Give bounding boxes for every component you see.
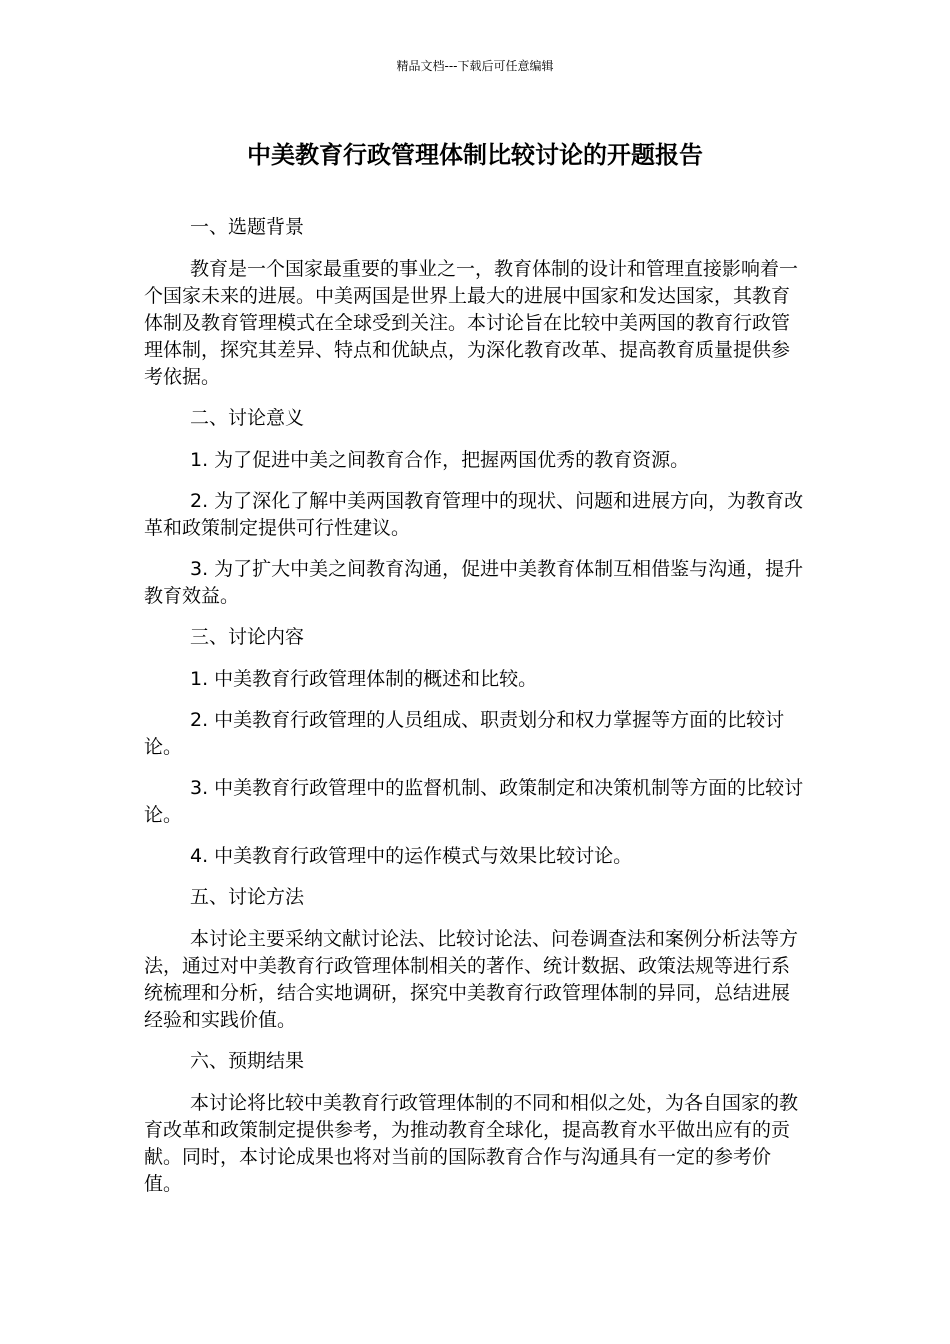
results-paragraph: 本讨论将比较中美教育行政管理体制的不同和相似之处，为各自国家的教育改革和政策制定提供参考，为推动教育全球化，提高教育水平做出应有的贡献。同时，本讨论成果也将对当前的国际教育合作与沟通具有一定的参考价值。 xyxy=(144,1092,799,1195)
document-title: 中美教育行政管理体制比较讨论的开题报告 xyxy=(247,141,703,169)
content-item: 4. 中美教育行政管理中的运作模式与效果比较讨论。 xyxy=(190,845,633,867)
section-heading-results: 六、预期结果 xyxy=(190,1050,305,1072)
method-paragraph: 本讨论主要采纳文献讨论法、比较讨论法、问卷调查法和案例分析法等方法，通过对中美教育行政管理体制相关的著作、统计数据、政策法规等进行系统梳理和分析，结合实地调研，探究中美教育行政管理体制的异同，总结进展经验和实践价值。 xyxy=(144,928,799,1031)
section-heading-content: 三、讨论内容 xyxy=(190,626,305,648)
significance-item: 3. 为了扩大中美之间教育沟通，促进中美教育体制互相借鉴与沟通，提升教育效益。 xyxy=(144,558,804,607)
content-item: 1. 中美教育行政管理体制的概述和比较。 xyxy=(190,668,538,690)
content-item: 2. 中美教育行政管理的人员组成、职责划分和权力掌握等方面的比较讨论。 xyxy=(144,709,785,758)
significance-item: 2. 为了深化了解中美两国教育管理中的现状、问题和进展方向，为教育改革和政策制定提供可行性建议。 xyxy=(144,490,804,539)
section-heading-background: 一、选题背景 xyxy=(190,216,305,238)
section-heading-significance: 二、讨论意义 xyxy=(190,407,305,429)
section-heading-method: 五、讨论方法 xyxy=(190,886,305,908)
document-body xyxy=(144,214,806,1212)
page-header-note: 精品文档---下载后可任意编辑 xyxy=(396,59,554,73)
content-item: 3. 中美教育行政管理中的监督机制、政策制定和决策机制等方面的比较讨论。 xyxy=(144,777,804,826)
background-paragraph: 教育是一个国家最重要的事业之一，教育体制的设计和管理直接影响着一个国家未来的进展。中美两国是世界上最大的进展中国家和发达国家，其教育体制及教育管理模式在全球受到关注。本讨论旨在比较中美两国的教育行政管理体制，探究其差异、特点和优缺点，为深化教育改革、提高教育质量提供参考依据。 xyxy=(144,258,799,388)
significance-item: 1. 为了促进中美之间教育合作，把握两国优秀的教育资源。 xyxy=(190,449,690,471)
